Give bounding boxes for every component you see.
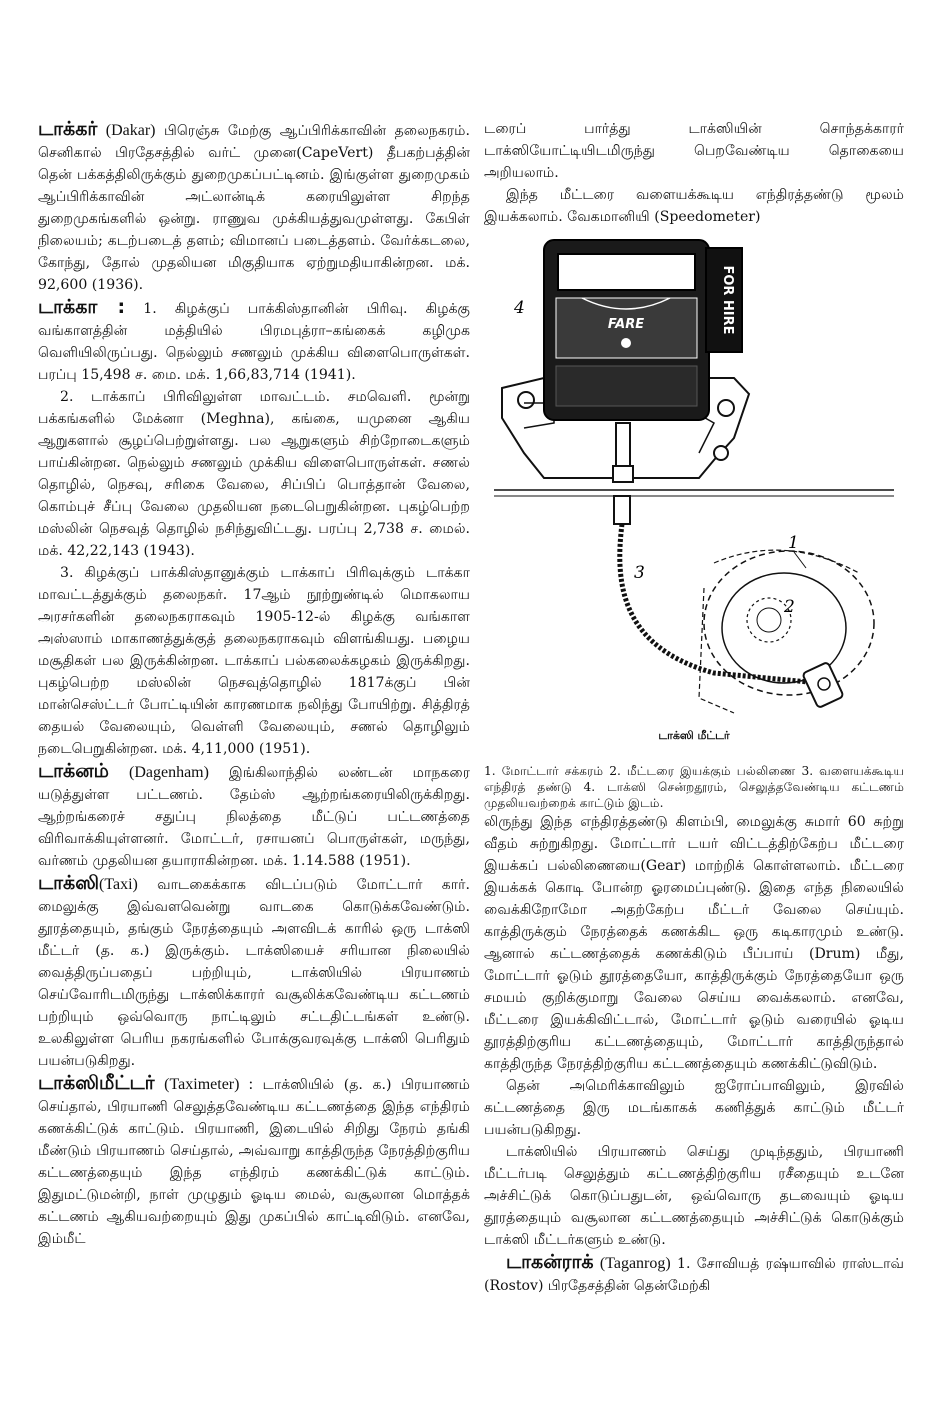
headword-taximeter: டாக்ஸிமீட்டர் <box>38 1072 155 1094</box>
text-dacca-2: 2. டாக்காப் பிரிவிலுள்ள மாவட்டம். சமவெளி. மூன்று பக்கங்களில் மேக்னா (Meghna), கங்கை, யமுனை ஆகிய ஆறுகளால் சூழப்பெற்றுள்ளது. பல ஆறுகளும் சிற்றோடைகளும் பாய்கின்றன. நெல்லும் சணலும் முக்கிய விளைபொருள்கள். சணல் தொழில், நெசவு, சரிகை வேலை, சிப்பிப் பொத்தான் வேலை, கொம்புச் சீப்பு வேலை முதலியன நடைபெறுகின்றன. புகழ்பெற்ற மஸ்லின் நெசவுத் தொழில் நசிந்துவிட்டது. பரப்பு 2,738 ச. மைல். மக். 42,22,143 (1943). <box>38 389 470 559</box>
figure-title: டாக்ஸி மீட்டர் <box>658 729 730 742</box>
callout-4: 4 <box>514 298 525 318</box>
text-taxi: வாடகைக்காக விடப்படும் மோட்டார் கார். மைலுக்கு இவ்வளவென்று வாடகை கொடுக்கவேண்டும். தூரத்தையும், தங்கும் நேரத்தையும் அளவிடக் காரில் ஒரு டாக்ஸி மீட்டர் (த. க.) இருக்கும். டாக்ஸியைச் சரியான நிலையில் வைத்திருப்பதைப் பற்றியும், டாக்ஸியில் பிரயாணம் செய்வோரிடமிருந்து டாக்ஸிக்காரர் வசூலிக்கவேண்டிய கட்டணம் பற்றியும் ஒவ்வொரு நாட்டிலும் சட்டதிட்டங்கள் உண்டு. உலகிலுள்ள பெரிய நகரங்களில் போக்குவரவுக்கு டாக்ஸி பெரிதும் பயன்படுகிறது. <box>38 877 470 1069</box>
bolt-hole-left <box>518 392 534 408</box>
entry-taganrog <box>484 1251 904 1297</box>
text-dagenham: இங்கிலாந்தில் லண்டன் மாநகரை யடுத்துள்ள பட்டணம். தேம்ஸ் ஆற்றங்கரையிலிருக்கிறது. ஆற்றங்கரைச் சதுப்பு நிலத்தை மீட்டுப் பட்டணத்தை விரிவாக்கியுள்ளனர். மோட்டர், ரசாயனப் பொருள்கள், மருந்து, வர்ணம் முதலியன தயாராகின்றன. மக். 1.14.588 (1951). <box>38 765 470 869</box>
callout-2: 2 <box>784 597 795 617</box>
headword-dacca: டாக்கா : <box>38 296 126 318</box>
latin-taxi: (Taxi) <box>99 876 138 893</box>
text-taganrog: 1. சோவியத் ரஷ்யாவில் ராஸ்டாவ் (Rostov) பிரதேசத்தின் தென்மேற்கி <box>484 1256 904 1294</box>
text-taximeter-cont-2: இந்த மீட்டரை வளையக்கூடிய எந்திரத்தண்டு மூலம் இயக்கலாம். வேகமானியி (Speedometer) <box>484 187 904 225</box>
text-dakar: பிரெஞ்சு மேற்கு ஆப்பிரிக்காவின் தலைநகரம். செனிகால் பிரதேசத்தில் வர்ட் முனை(CapeVert) தீபகற்பத்தின் தென் பக்கத்திலிருக்கும் துறைமுகப்பட்டினம். இங்குள்ள துறைமுகம் ஆப்பிரிக்காவின் அட்லான்டிக் கரையிலுள்ள சிறந்த துறைமுகங்களில் ஒன்று. ராணுவ முக்கியத்துவமுள்ளது. கேபிள் நிலையம்; கடற்படைத் தளம்; விமானப் படைத்தளம். வேர்க்கடலை, கோந்து, தோல் முதலியன மிகுதியாக ஏற்றுமதியாகின்றன. மக். 92,600 (1936). <box>38 123 470 293</box>
callout-3: 3 <box>634 563 645 583</box>
taximeter-illustration <box>484 228 904 763</box>
headword-dagenham: டாக்னம் <box>38 760 109 782</box>
headword-taxi: டாக்ஸி <box>38 872 100 894</box>
bolt-hole-right <box>718 400 734 416</box>
right-column <box>484 118 904 1297</box>
entry-dagenham <box>38 760 470 872</box>
text-taximeter-cont-4: தென் அமெரிக்காவிலும் ஐரோப்பாவிலும், இரவில் கட்டணத்தை இரு மடங்காகக் கணித்துக் காட்டும் மீட்டர் பயன்படுகிறது. <box>484 1078 904 1138</box>
fare-label: FARE <box>607 317 645 332</box>
text-taximeter: டாக்ஸியில் (த. க.) பிரயாணம் செய்தால், பிரயாணி செலுத்தவேண்டிய கட்டணத்தை இந்த எந்திரம் கணக்கிட்டுக் காட்டும். பிரயாணி, இடையில் சிறிது நேரம் தங்கி மீண்டும் பிரயாணம் செய்தால், அவ்வாறு காத்திருந்த நேரத்திற்குரிய கட்டணத்தையும் இந்த எந்திரம் கணக்கிட்டுக் காட்டும். இதுமட்டுமன்றி, நாள் முழுதும் ஓடிய மைல், வசூலான மொத்தக் கட்டணம் ஆகியவற்றையும் இது முகப்பில் காட்டிவிடும். எனவே, இம்மீட் <box>38 1077 470 1247</box>
taximeter-figure <box>484 228 904 763</box>
text-taximeter-cont-1: டரைப் பார்த்து டாக்ஸியின் சொந்தக்காரர் டாக்ஸியோட்டியிடமிருந்து பெறவேண்டிய தொகையை அறியலாம். <box>484 121 904 181</box>
left-column <box>38 118 470 1250</box>
text-taximeter-cont-3: லிருந்து இந்த எந்திரத்தண்டு கிளம்பி, மைலுக்கு சுமார் 60 சுற்று வீதம் சுற்றுகிறது. மோட்டார் டயர் விட்டத்திற்கேற்ப மீட்டரை இயக்கப் பல்லிணையை(Gear) மாற்றிக் கொள்ளலாம். மீட்டரை இயக்கக் கொடி போன்ற ஓரமைப்புண்டு. இதை எந்த நிலையில் வைக்கிறோமோ அதற்கேற்ப மீட்டர் வேலை செய்யும். காத்திருக்கும் நேரத்தைக் கணக்கிட ஒரு கடிகாரமும் உண்டு. ஆனால் கட்டணத்தைக் கணக்கிடும் பீப்பாய் (Drum) மீது, மோட்டார் ஓடும் தூரத்தையோ, காத்திருக்கும் நேரத்தையோ ஒரு சமயம் குறிக்குமாறு வேலை செய்ய வைக்கலாம். எனவே, மீட்டரை இயக்கிவிட்டால், மோட்டார் ஓடும் வரையில் ஓடிய தூரத்திற்குரிய கட்டணத்தையும், மோட்டார் காத்திருந்தால் காத்திருந்த நேரத்திற்குரிய கட்டணத்தையும் கணக்கிட்டுவிடும். <box>484 814 904 1072</box>
text-taximeter-cont-5: டாக்ஸியில் பிரயாணம் செய்து முடிந்ததும், பிரயாணி மீட்டர்படி செலுத்தும் கட்டணத்திற்குரிய ரசீதையும் உடனே அச்சிட்டுக் கொடுப்பதுடன், ஒவ்வொரு தடவையும் ஓடிய தூரத்தையும் வசூலான கட்டணத்தையும் அச்சிட்டுக் கொடுக்கும் டாக்ஸி மீட்டர்களும் உண்டு. <box>484 1144 904 1248</box>
wheel-coupling <box>802 662 843 708</box>
drive-coupling <box>616 423 630 468</box>
latin-taganrog: (Taganrog) <box>599 1255 671 1272</box>
entry-taximeter <box>38 1072 470 1250</box>
latin-taximeter: (Taximeter) : <box>164 1076 254 1093</box>
entry-dakar <box>38 118 470 296</box>
text-dacca-1: 1. கிழக்குப் பாக்கிஸ்தானின் பிரிவு. கிழக்கு வங்காளத்தின் மத்தியில் பிரமபுத்ரா–கங்கைக் கழிமுக வெளியிலிருப்பது. நெல்லும் சணலும் முக்கிய விளைபொருள்கள். பரப்பு 15,498 ச. மை. மக். 1,66,83,714 (1941). <box>38 301 471 383</box>
entry-dacca <box>38 296 470 386</box>
headword-taganrog: டாகன்ராக் <box>506 1251 594 1273</box>
for-hire-label: FOR HIRE <box>720 265 735 335</box>
latin-dakar: (Dakar) <box>105 122 156 139</box>
bolt-hole-lower <box>714 446 728 460</box>
callout-1: 1 <box>788 533 799 553</box>
text-dacca-3: 3. கிழக்குப் பாக்கிஸ்தானுக்கும் டாக்காப் பிரிவுக்கும் டாக்கா மாவட்டத்துக்கும் தலைநகர். 17ஆம் நூற்றுண்டில் மொகலாய அரசர்களின் தலைநகராகவும் 1905-12-ல் கிழக்கு வங்காள அஸ்ஸாம் மாகாணத்துக்குத் தலைநகராகவும் விளங்கியது. பழைய மசூதிகள் பல இருக்கின்றன. டாக்காப் பல்கலைக்கழகம் இருக்கிறது. புகழ்பெற்ற மஸ்லின் நெசவுத்தொழில் 1817க்குப் பின் மான்செஸ்ட்டர் போட்டியின் காரணமாக நலிந்து போயிற்று. சித்திரத் தையல் வேலையும், வெள்ளி வேலையும், சணல் தொழிலும் நடைபெறுகின்றன. மக். 4,11,000 (1951). <box>38 565 470 757</box>
entry-taxi <box>38 872 470 1072</box>
figure-legend: 1. மோட்டார் சக்கரம் 2. மீட்டரை இயக்கும் பல்லிணை 3. வளையக்கூடிய எந்திரத் தண்டு 4. டாக்ஸி சென்றதூரம், செலுத்தவேண்டிய கட்டணம் முதலியவற்றைக் காட்டும் இடம். <box>484 764 904 810</box>
headword-dakar: டாக்கர் <box>38 118 98 140</box>
meter-window <box>558 254 695 290</box>
latin-dagenham: (Dagenham) <box>128 764 209 781</box>
